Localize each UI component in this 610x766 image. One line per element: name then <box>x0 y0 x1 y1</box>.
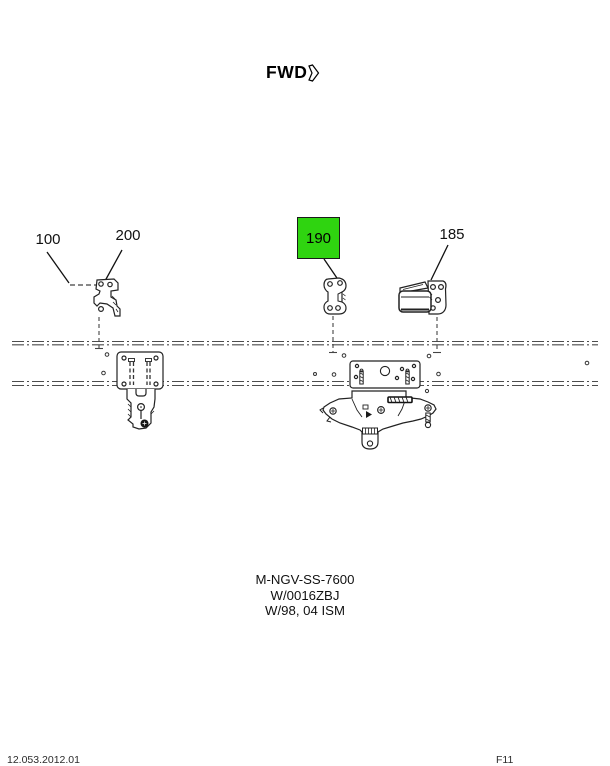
caption-engine-note: W/98, 04 ISM <box>265 603 345 618</box>
left-mount-assembly <box>117 352 163 429</box>
footer-page-ref-partial: F11 <box>496 754 514 766</box>
frame-hole-markers <box>102 353 589 393</box>
callout-190-highlight[interactable] <box>297 217 340 259</box>
callout-label-190: 190 <box>305 229 332 247</box>
bracket-part-100-200 <box>94 279 120 316</box>
caption-model-code: M-NGV-SS-7600 <box>255 572 355 587</box>
mounting-connector-lines <box>95 316 441 353</box>
callout-label-100[interactable]: 100 <box>35 231 61 248</box>
callout-label-200[interactable]: 200 <box>115 227 141 244</box>
right-mount-assembly <box>320 361 436 449</box>
fwd-direction-label <box>266 62 320 83</box>
caption-feature-code: W/0016ZBJ <box>270 587 340 603</box>
bracket-part-190 <box>324 278 346 314</box>
fwd-direction-arrow-icon <box>308 64 320 82</box>
callout-label-185[interactable]: 185 <box>439 226 465 243</box>
fwd-text: FWD <box>266 62 308 82</box>
diagram-caption <box>0 572 610 619</box>
bracket-part-185 <box>399 281 446 314</box>
footer-figure-number-partial: 12.053.2012.01 <box>7 754 80 766</box>
